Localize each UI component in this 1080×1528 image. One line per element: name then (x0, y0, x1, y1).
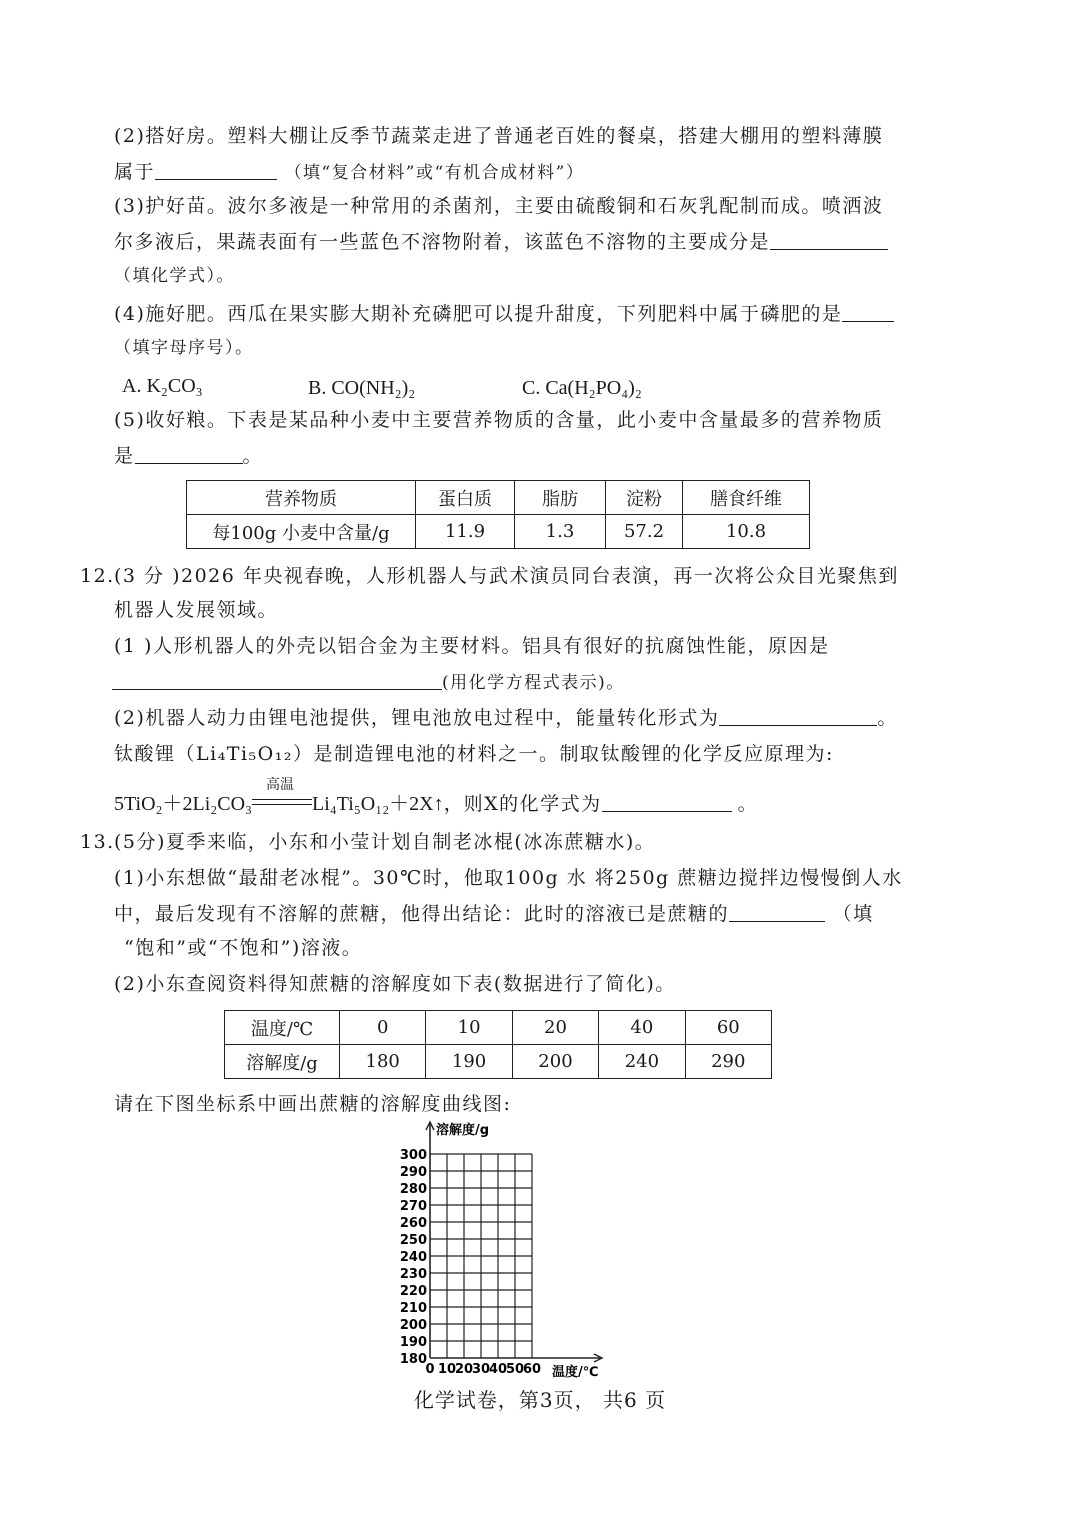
y-tick-label: 230 (399, 1267, 427, 1282)
q12-line2: 机器人发展领域。 (114, 599, 279, 621)
x-tick-label: 30 (471, 1362, 491, 1377)
table-cell: 290 (685, 1045, 771, 1079)
table-cell: 溶解度/g (225, 1045, 340, 1079)
q13-p1-line3: “饱和”或“不饱和”)溶液。 (124, 937, 363, 959)
option-b: B. CO(NH₂)₂ (308, 377, 416, 399)
answer-blank-formula[interactable] (770, 229, 888, 250)
y-tick-label: 260 (399, 1216, 427, 1231)
q11-p5-prefix: 是 (114, 445, 135, 467)
q11-p3-line2 (114, 228, 888, 256)
table-cell: 60 (685, 1011, 771, 1045)
q11-p4-line1 (114, 300, 894, 328)
q13-p1-line1: (1)小东想做“最甜老冰棍”。30℃时，他取100g 水 将250g 蔗糖边搅拌边慢慢倒人水 (114, 867, 903, 889)
nutrition-table (186, 480, 810, 549)
q13-instruction: 请在下图坐标系中画出蔗糖的溶解度曲线图: (114, 1093, 512, 1115)
q11-p5-suffix: 。 (242, 445, 264, 467)
y-tick-label: 180 (399, 1352, 427, 1367)
x-tick-label: 10 (437, 1362, 457, 1377)
reaction-condition: 高温 (266, 777, 294, 793)
equation-right: Li₄Ti₅O₁₂＋2X↑， (312, 793, 464, 815)
answer-blank-saturation[interactable] (729, 901, 825, 922)
table-cell: 温度/℃ (225, 1011, 340, 1045)
q11-p5-line2 (114, 442, 263, 470)
table-cell: 1.3 (515, 515, 606, 549)
q11-p4-line2: （填字母序号）。 (114, 338, 254, 358)
answer-blank-equation[interactable] (112, 669, 442, 690)
y-tick-label: 280 (399, 1182, 427, 1197)
table-cell: 190 (426, 1045, 512, 1079)
option-a: A. K₂CO₃ (122, 375, 203, 397)
q13-line1: (5分)夏季来临，小东和小莹计划自制老冰棍(冰冻蔗糖水)。 (114, 831, 656, 853)
table-row (187, 515, 810, 549)
x-tick-label: 50 (505, 1362, 525, 1377)
q11-p4-line1-text: (4)施好肥。西瓜在果实膨大期补充磷肥可以提升甜度，下列肥料中属于磷肥的是 (114, 303, 843, 325)
table-row (225, 1011, 772, 1045)
q12-p1-line1: (1 )人形机器人的外壳以铝合金为主要材料。铝具有很好的抗腐蚀性能，原因是 (114, 635, 830, 657)
y-axis-label: 溶解度/g (436, 1123, 490, 1138)
y-tick-label: 290 (399, 1165, 427, 1180)
q12-p2-line1-text: (2)机器人动力由锂电池提供，锂电池放电过程中，能量转化形式为 (114, 707, 720, 729)
y-tick-label: 240 (399, 1250, 427, 1265)
option-c: C. Ca(H₂PO₄)₂ (522, 377, 642, 399)
x-tick-label: 0 (425, 1362, 435, 1377)
q11-p2-line2 (114, 158, 584, 187)
equals-sign-with-condition (252, 777, 312, 812)
x-tick-label: 60 (522, 1362, 542, 1377)
table-header: 膳食纤维 (683, 481, 810, 515)
y-tick-label: 210 (399, 1301, 427, 1316)
table-cell: 每100g 小麦中含量/g (187, 515, 416, 549)
table-cell: 57.2 (606, 515, 683, 549)
q12-line1: (3 分 )2026 年央视春晚，人形机器人与武术演员同台表演，再一次将公众目光聚焦到 (114, 565, 899, 587)
q13-p1-line2-text: 中，最后发现有不溶解的蔗糖，他得出结论：此时的溶液已是蔗糖的 (114, 903, 730, 925)
q11-p3-line1: (3)护好苗。波尔多液是一种常用的杀菌剂，主要由硫酸铜和石灰乳配制而成。喷洒波 (114, 195, 884, 217)
x-tick-label: 20 (454, 1362, 474, 1377)
y-tick-label: 250 (399, 1233, 427, 1248)
y-tick-label: 190 (399, 1335, 427, 1350)
q12-p1-suffix: (用化学方程式表示)。 (442, 673, 625, 693)
table-header: 蛋白质 (416, 481, 515, 515)
table-cell: 20 (512, 1011, 598, 1045)
table-header: 淀粉 (606, 481, 683, 515)
chemical-equation (114, 777, 759, 818)
q12-number: 12. (80, 565, 115, 587)
answer-blank-x-formula[interactable] (602, 791, 732, 812)
equation-end: 。 (737, 793, 759, 815)
solubility-table (224, 1010, 772, 1079)
page-footer: 化学试卷，第3页， 共6 页 (413, 1388, 667, 1412)
q13-p2-line1: (2)小东查阅资料得知蔗糖的溶解度如下表(数据进行了简化)。 (114, 973, 676, 995)
answer-blank-nutrient[interactable] (135, 443, 243, 464)
table-cell: 10 (426, 1011, 512, 1045)
q13-p1-line2 (114, 900, 874, 928)
q11-p3-line2-text: 尔多液后，果蔬表面有一些蓝色不溶物附着，该蓝色不溶物的主要成分是 (114, 231, 771, 253)
q12-p2-line1-end: 。 (877, 707, 898, 729)
q12-p1-line2 (112, 668, 625, 697)
table-cell: 240 (599, 1045, 685, 1079)
x-axis-label: 温度/℃ (552, 1365, 599, 1380)
table-cell: 11.9 (416, 515, 515, 549)
q11-p2-suffix: （填“复合材料”或“有机合成材料”） (284, 163, 585, 183)
answer-blank-material[interactable] (155, 159, 277, 180)
q12-p2-line1 (114, 704, 898, 732)
answer-blank-energy[interactable] (719, 705, 877, 726)
answer-blank-fertilizer[interactable] (842, 301, 894, 322)
table-row (187, 481, 810, 515)
y-tick-label: 300 (399, 1148, 427, 1163)
q11-p5-line1: (5)收好粮。下表是某品种小麦中主要营养物质的含量，此小麦中含量最多的营养物质 (114, 409, 884, 431)
q11-p2-prefix: 属于 (114, 161, 156, 183)
q13-p1-line2-end: （填 (832, 903, 874, 925)
q13-number: 13. (80, 831, 115, 853)
x-tick-label: 40 (488, 1362, 508, 1377)
table-cell: 10.8 (683, 515, 810, 549)
table-cell: 200 (512, 1045, 598, 1079)
q11-p2-line1: (2)搭好房。塑料大棚让反季节蔬菜走进了普通老百姓的餐桌，搭建大棚用的塑料薄膜 (114, 125, 884, 147)
table-header: 营养物质 (187, 481, 416, 515)
table-cell: 0 (340, 1011, 426, 1045)
table-cell: 40 (599, 1011, 685, 1045)
equation-left: 5TiO₂＋2Li₂CO₃ (114, 793, 252, 815)
solubility-grid-chart[interactable] (390, 1118, 610, 1380)
equation-question: 则X的化学式为 (463, 793, 602, 815)
y-tick-label: 270 (399, 1199, 427, 1214)
q11-p3-line3: （填化学式）。 (114, 266, 235, 286)
y-tick-label: 220 (399, 1284, 427, 1299)
table-row (225, 1045, 772, 1079)
q12-p2-line2: 钛酸锂（Li₄Ti₅O₁₂）是制造锂电池的材料之一。制取钛酸锂的化学反应原理为: (114, 743, 834, 765)
table-cell: 180 (340, 1045, 426, 1079)
table-header: 脂肪 (515, 481, 606, 515)
y-tick-label: 200 (399, 1318, 427, 1333)
